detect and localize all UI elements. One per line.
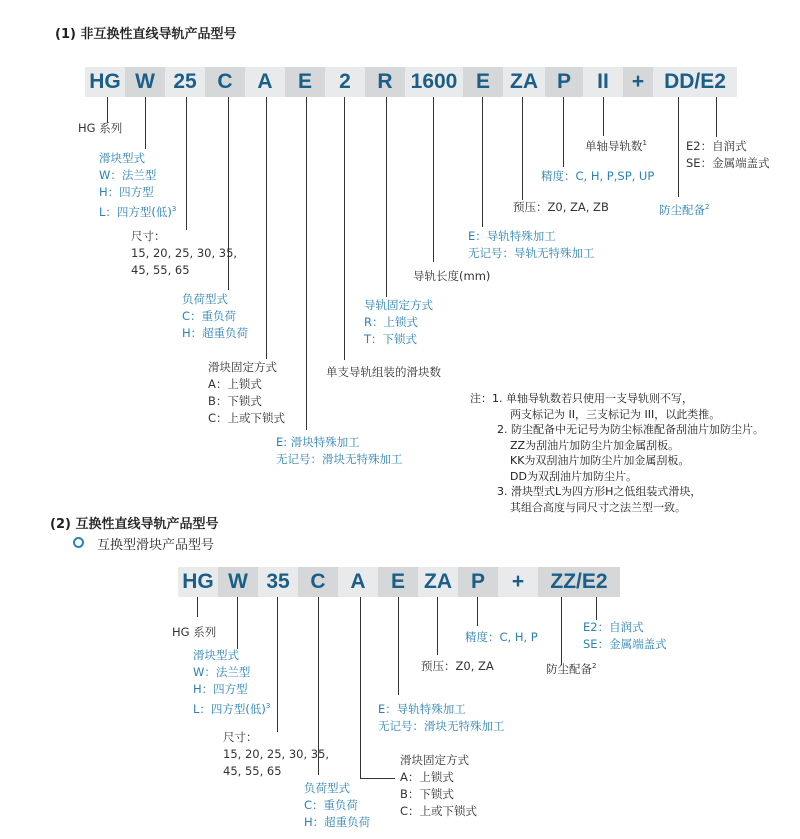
leader-line bbox=[437, 597, 438, 655]
label-series: HG 系列 bbox=[78, 121, 123, 135]
code-dust-lube: ZZ/E2 bbox=[538, 567, 620, 597]
label-line: 滑块型式 bbox=[193, 648, 239, 662]
label-preload: 预压：Z0, ZA bbox=[421, 659, 494, 673]
code-block-mount: A bbox=[338, 567, 378, 597]
note-line: 两支标记为 II，三支标记为 III，以此类推。 bbox=[510, 407, 721, 421]
section2-subtitle: 互换型滑块产品型号 bbox=[97, 538, 215, 553]
code-block-type: W bbox=[218, 567, 258, 597]
label-line: C：重负荷 bbox=[182, 309, 237, 323]
section2-title: (2) 互换性直线导轨产品型号 bbox=[50, 517, 219, 532]
code-block-mount: A bbox=[245, 67, 285, 97]
label-blocks-per-rail: 单支导轨组装的滑块数 bbox=[326, 365, 441, 379]
label-line: B：下锁式 bbox=[400, 787, 454, 801]
label-rail-special bbox=[468, 228, 595, 262]
code-preload: ZA bbox=[503, 67, 545, 97]
label-line: A：上锁式 bbox=[400, 770, 454, 784]
label-block-mount bbox=[208, 359, 285, 427]
label-accuracy: 精度：C, H, P bbox=[465, 630, 538, 644]
label-lube bbox=[583, 619, 667, 653]
leader-line bbox=[596, 597, 597, 620]
label-block-special bbox=[276, 434, 403, 468]
label-line: C：重负荷 bbox=[304, 798, 359, 812]
note-line: 其组合高度与同尺寸之法兰型一致。 bbox=[510, 500, 686, 514]
leader-line bbox=[563, 97, 564, 167]
label-line: L：四方型(低) bbox=[99, 204, 172, 219]
leader-line bbox=[477, 597, 478, 626]
label-block-mount bbox=[400, 752, 477, 820]
leader-line bbox=[277, 597, 278, 732]
label-block-type bbox=[193, 647, 270, 718]
label-block-type bbox=[99, 150, 176, 221]
leader-line bbox=[522, 97, 523, 200]
label-line: A：上锁式 bbox=[208, 377, 262, 391]
code-series: HG bbox=[85, 67, 125, 97]
footnote-mark: 1 bbox=[642, 139, 647, 147]
label-line: SE：金属端盖式 bbox=[583, 637, 667, 651]
label-line: 防尘配备 bbox=[546, 661, 592, 676]
label-line: SE：金属端盖式 bbox=[686, 156, 770, 170]
label-load bbox=[304, 780, 370, 831]
footnote-mark: 3 bbox=[171, 205, 177, 213]
leader-line bbox=[360, 778, 395, 779]
label-dust bbox=[546, 658, 596, 678]
label-line: E2：自润式 bbox=[686, 139, 747, 153]
label-line: 负荷型式 bbox=[182, 292, 228, 306]
code-dust-lube: DD/E2 bbox=[653, 67, 737, 97]
label-line: E：导轨特殊加工 bbox=[468, 229, 556, 243]
code-size: 35 bbox=[258, 567, 298, 597]
label-rail-mount bbox=[364, 297, 433, 348]
label-line: C：上或下锁式 bbox=[400, 804, 478, 818]
label-special bbox=[378, 701, 505, 735]
label-line: E：导轨特殊加工 bbox=[378, 702, 466, 716]
leader-line bbox=[197, 597, 198, 617]
code-accuracy: P bbox=[545, 67, 583, 97]
code-size: 25 bbox=[165, 67, 205, 97]
code-rail-length: 1600 bbox=[405, 67, 463, 97]
label-line: W：法兰型 bbox=[193, 665, 251, 679]
label-line: L：四方型(低) bbox=[193, 701, 266, 716]
label-line: T：下锁式 bbox=[364, 332, 418, 346]
note-line: 2. 防尘配备中无记号为防尘标准配备刮油片加防尘片。 bbox=[497, 423, 764, 436]
label-line: 滑块固定方式 bbox=[208, 360, 277, 374]
leader-line bbox=[306, 97, 307, 430]
label-line: E: 滑块特殊加工 bbox=[276, 435, 360, 449]
code-preload: ZA bbox=[418, 567, 458, 597]
code-load: C bbox=[298, 567, 338, 597]
note-line: DD为双刮油片加防尘片。 bbox=[510, 469, 637, 483]
label-preload: 预压：Z0, ZA, ZB bbox=[513, 200, 609, 214]
code-series: HG bbox=[178, 567, 218, 597]
code-special: E bbox=[378, 567, 418, 597]
label-line: 无记号：滑块无特殊加工 bbox=[378, 719, 505, 733]
label-line: 滑块固定方式 bbox=[400, 753, 469, 767]
note-line: ZZ为刮油片加防尘片加金属刮板。 bbox=[510, 438, 680, 452]
label-load bbox=[182, 291, 248, 342]
label-line: 尺寸： bbox=[223, 730, 258, 744]
model-code-bar-2 bbox=[178, 567, 620, 597]
leader-line bbox=[561, 597, 562, 665]
leader-line bbox=[482, 97, 483, 227]
label-line: 单轴导轨数 bbox=[585, 138, 643, 153]
footnote-mark: 3 bbox=[265, 702, 271, 710]
label-line: E2：自润式 bbox=[583, 620, 644, 634]
leader-line bbox=[678, 97, 679, 197]
bullet-circle-icon bbox=[73, 537, 84, 548]
leader-line bbox=[386, 97, 387, 297]
label-rails-per-axis bbox=[585, 135, 647, 155]
label-line: 15, 20, 25, 30, 35, bbox=[223, 747, 330, 761]
label-line: B：下锁式 bbox=[208, 394, 262, 408]
note-line: KK为双刮油片加防尘片加金属刮板。 bbox=[510, 454, 690, 467]
label-line: W：法兰型 bbox=[99, 168, 157, 182]
leader-line bbox=[603, 97, 604, 136]
label-accuracy: 精度：C, H, P,SP, UP bbox=[541, 169, 655, 183]
label-line: 15, 20, 25, 30, 35, bbox=[131, 246, 238, 260]
label-line: 45, 55, 65 bbox=[223, 764, 282, 778]
code-load: C bbox=[205, 67, 245, 97]
code-rail-mount: R bbox=[365, 67, 405, 97]
model-code-bar-1 bbox=[85, 67, 737, 97]
code-rail-special: E bbox=[463, 67, 503, 97]
code-rails-per-axis: II bbox=[583, 67, 623, 97]
note-line: 3. 滑块型式L为四方形H之低组装式滑块， bbox=[497, 485, 702, 498]
label-line: H：超重负荷 bbox=[182, 326, 249, 340]
code-accuracy: P bbox=[458, 567, 498, 597]
label-line: H：四方型 bbox=[193, 682, 248, 696]
code-plus: + bbox=[498, 567, 538, 597]
code-plus: + bbox=[623, 67, 653, 97]
code-block-special: E bbox=[285, 67, 325, 97]
label-rail-length: 导轨长度(mm) bbox=[413, 269, 491, 283]
leader-line bbox=[360, 597, 361, 778]
label-line: 45, 55, 65 bbox=[131, 263, 190, 277]
code-blocks-per-rail: 2 bbox=[325, 67, 365, 97]
label-line: 滑块型式 bbox=[99, 151, 145, 165]
label-line: 无记号：导轨无特殊加工 bbox=[468, 246, 595, 260]
label-size bbox=[131, 228, 237, 279]
label-line: R：上锁式 bbox=[364, 315, 418, 329]
leader-line bbox=[186, 97, 187, 230]
footnote-mark: 2 bbox=[592, 662, 597, 670]
leader-line bbox=[433, 97, 434, 262]
label-line: 无记号：滑块无特殊加工 bbox=[276, 452, 403, 466]
note-line: 注：1. 单轴导轨数若只使用一支导轨则不写， bbox=[470, 392, 693, 405]
label-line: C：上或下锁式 bbox=[208, 411, 286, 425]
label-line: H：四方型 bbox=[99, 185, 154, 199]
label-series: HG 系列 bbox=[172, 625, 217, 639]
leader-line bbox=[344, 97, 345, 360]
code-block-type: W bbox=[125, 67, 165, 97]
label-line: 尺寸： bbox=[131, 229, 166, 243]
label-lube bbox=[686, 138, 770, 172]
leader-line bbox=[145, 97, 146, 149]
leader-line bbox=[237, 597, 238, 649]
label-line: 负荷型式 bbox=[304, 781, 350, 795]
label-line: H：超重负荷 bbox=[304, 815, 371, 829]
footnote-mark: 2 bbox=[705, 203, 710, 211]
label-line: 导轨固定方式 bbox=[364, 298, 433, 312]
leader-line bbox=[398, 597, 399, 695]
notes bbox=[470, 391, 764, 515]
label-dust bbox=[659, 199, 709, 219]
label-size bbox=[223, 729, 329, 780]
label-line: 防尘配备 bbox=[659, 202, 705, 217]
section1-title: (1) 非互换性直线导轨产品型号 bbox=[55, 27, 237, 42]
leader-line bbox=[716, 97, 717, 137]
leader-line bbox=[266, 97, 267, 359]
